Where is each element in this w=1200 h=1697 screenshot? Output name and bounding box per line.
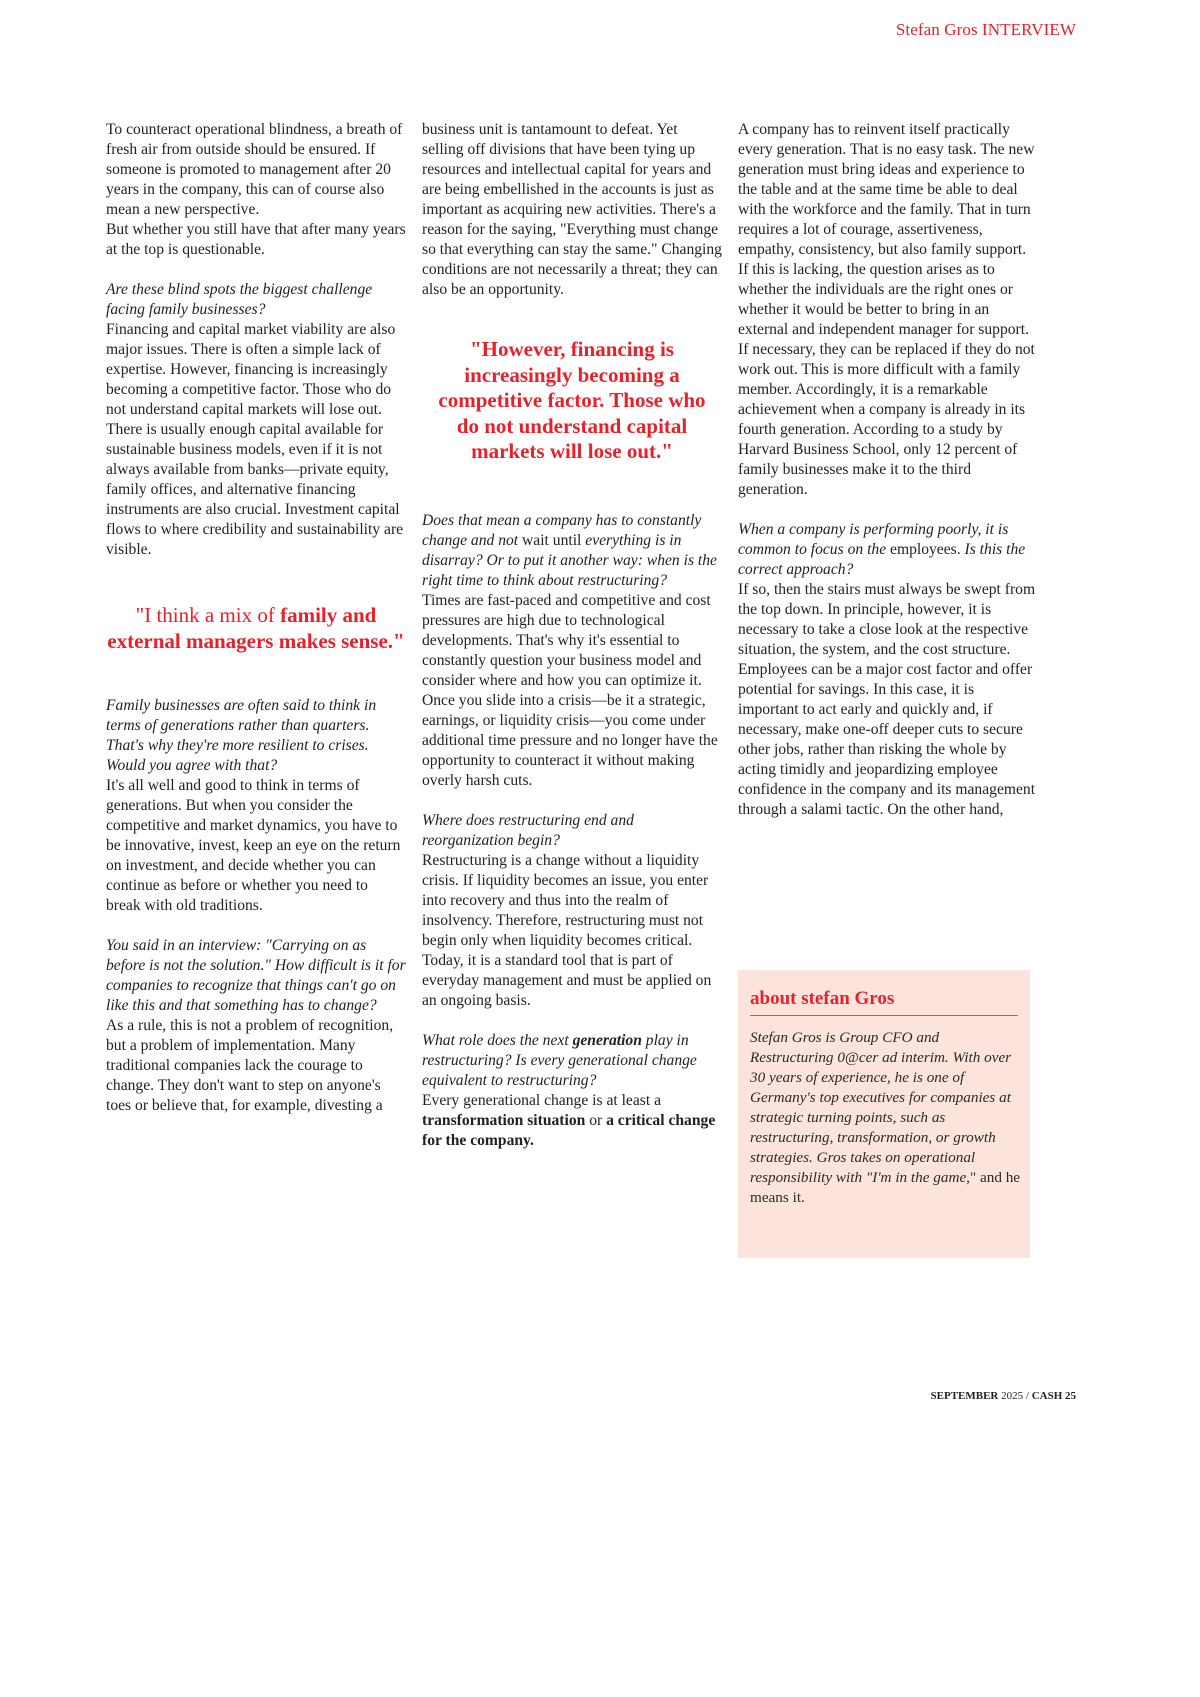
page-footer bbox=[931, 1390, 1076, 1402]
question-text: play in restructuring? Is every generational change equivalent to restructuring? bbox=[422, 1031, 697, 1089]
question-text-roman: employees. bbox=[890, 541, 961, 558]
paragraph: business unit is tantamount to defeat. Yet selling off divisions that have been tying up resources and intellectual capital for years and are being embellished in the accounts is just as important as acquiring new activities. There's a reason for the saying, "Everything must change so that everything can stay the same." Changing conditions are not necessarily a threat; they can also be an opportunity. bbox=[422, 121, 722, 298]
answer-text-bold: transformation situation bbox=[422, 1111, 586, 1129]
answer-text-bold: a critical change for the company. bbox=[422, 1111, 716, 1149]
pull-quote-regular: "I think a mix of bbox=[135, 603, 281, 627]
interview-answer: Financing and capital market viability are also major issues. There is often a simple lack of expertise. However, financing is increasingly becoming a competitive factor. Those who do not understand capital markets will lose out. There is usually enough capital available for sustainable business models, even if it is not always available from banks—private equity, family offices, and alternative financing instruments are also crucial. Investment capital flows to where credibility and sustainability are visible. bbox=[106, 321, 404, 558]
question-text-roman: wait until bbox=[522, 531, 582, 549]
article-column-1 bbox=[106, 120, 406, 1116]
about-text-italic: Stefan Gros is Group CFO and Restructuring 0@cer ad interim. With over 30 years of experience, he is one of Germany's top executives for companies at strategic turning points, such as restructuring, transformation, or growth strategies. Gros takes on operational responsibility with "I'm in the game, bbox=[750, 1029, 1012, 1186]
interview-question: You said in an interview: "Carrying on as before is not the solution." How difficult is it for companies to recognize that things can't go on like this and that something has to change? bbox=[106, 937, 406, 1014]
footer-year: 2025 / bbox=[998, 1390, 1032, 1402]
pull-quote bbox=[106, 602, 406, 654]
running-header-title: Stefan Gros INTERVIEW bbox=[895, 20, 1076, 39]
footer-month: SEPTEMBER bbox=[930, 1390, 999, 1402]
pull-quote-bold: family and external managers makes sense." bbox=[107, 603, 405, 653]
answer-text: Every generational change is at least a bbox=[422, 1091, 661, 1109]
question-text-bold: generation bbox=[572, 1031, 642, 1049]
about-sidebar-box bbox=[738, 970, 1030, 1258]
interview-answer: As a rule, this is not a problem of recognition, but a problem of implementation. Many traditional companies lack the courage to change. They don't want to step on anyone's toes or believe that, for example, divesting a bbox=[106, 1017, 394, 1114]
interview-question bbox=[738, 520, 1038, 580]
interview-answer: It's all well and good to think in terms of generations. But when you consider the competitive and market dynamics, you have to be innovative, invest, keep an eye on the return on investment, and decide whether you can continue as before or whether you need to break with old traditions. bbox=[106, 777, 401, 914]
footer-magazine-page: CASH 25 bbox=[1031, 1390, 1076, 1402]
question-text: everything is in disarray? Or to put it another way: when is the right time to think about restructuring? bbox=[422, 531, 717, 589]
paragraph: But whether you still have that after many years at the top is questionable. bbox=[106, 221, 406, 258]
about-text-roman: " and he means it. bbox=[750, 1169, 1021, 1206]
interview-question bbox=[422, 511, 722, 591]
question-text: When a company is performing poorly, it is common to focus on the bbox=[738, 521, 1009, 558]
question-text: What role does the next bbox=[422, 1031, 573, 1049]
interview-answer: Restructuring is a change without a liquidity crisis. If liquidity becomes an issue, you enter into recovery and thus into the realm of insolvency. Therefore, restructuring must not begin only when liquidity becomes critical. Today, it is a standard tool that is part of everyday management and must be applied on an ongoing basis. bbox=[422, 851, 712, 1009]
article-column-3 bbox=[738, 120, 1038, 820]
paragraph: To counteract operational blindness, a breath of fresh air from outside should be ensured. If someone is promoted to management after 20 years in the company, this can of course also mean a new perspective. bbox=[106, 121, 403, 218]
question-text: Does that mean a company has to constantly change and not bbox=[422, 511, 702, 549]
interview-answer bbox=[422, 1091, 722, 1151]
about-box-title: about stefan Gros bbox=[750, 988, 1018, 1016]
paragraph: A company has to reinvent itself practically every generation. That is no easy task. The new generation must bring ideas and experience to the table and at the same time be able to deal with the workforce and the family. That in turn requires a lot of courage, assertiveness, empathy, consistency, but also family support. If this is lacking, the question arises as to whether the individuals are the right ones or whether it would be better to bring in an external and independent manager for support. If necessary, they can be replaced if they do not work out. This is more difficult with a family member. Accordingly, it is a remarkable achievement when a company is already in its fourth generation. According to a study by Harvard Business School, only 12 percent of family businesses make it to the third generation. bbox=[738, 121, 1035, 498]
interview-question bbox=[422, 1031, 722, 1091]
interview-answer: If so, then the stairs must always be swept from the top down. In principle, however, it is necessary to take a close look at the respective situation, the system, and the cost structure. Employees can be a major cost factor and offer potential for savings. In this case, it is important to act early and quickly and, if necessary, make one-off deeper cuts to secure other jobs, rather than risking the whole by acting timidly and jeopardizing employee confidence in the company and its management through a salami tactic. On the other hand, bbox=[738, 581, 1036, 818]
interview-answer: Times are fast-paced and competitive and cost pressures are high due to technological developments. That's why it's essential to constantly question your business model and consider where and how you can optimize it. Once you slide into a crisis—be it a strategic, earnings, or liquidity crisis—you come under additional time pressure and no longer have the opportunity to counteract it without making overly harsh cuts. bbox=[422, 591, 718, 789]
pull-quote: "However, financing is increasingly becoming a competitive factor. Those who do not understand capital markets will lose out." bbox=[438, 337, 706, 464]
about-box-text bbox=[750, 1028, 1022, 1208]
interview-question: Are these blind spots the biggest challenge facing family businesses? bbox=[106, 281, 373, 318]
interview-question: Where does restructuring end and reorganization begin? bbox=[422, 811, 634, 849]
answer-text: or bbox=[585, 1111, 607, 1129]
question-text: Is this the correct approach? bbox=[738, 541, 1026, 578]
interview-question: Family businesses are often said to think in terms of generations rather than quarters. That's why they're more resilient to crises. Would you agree with that? bbox=[106, 697, 377, 774]
article-column-2 bbox=[422, 120, 722, 1151]
